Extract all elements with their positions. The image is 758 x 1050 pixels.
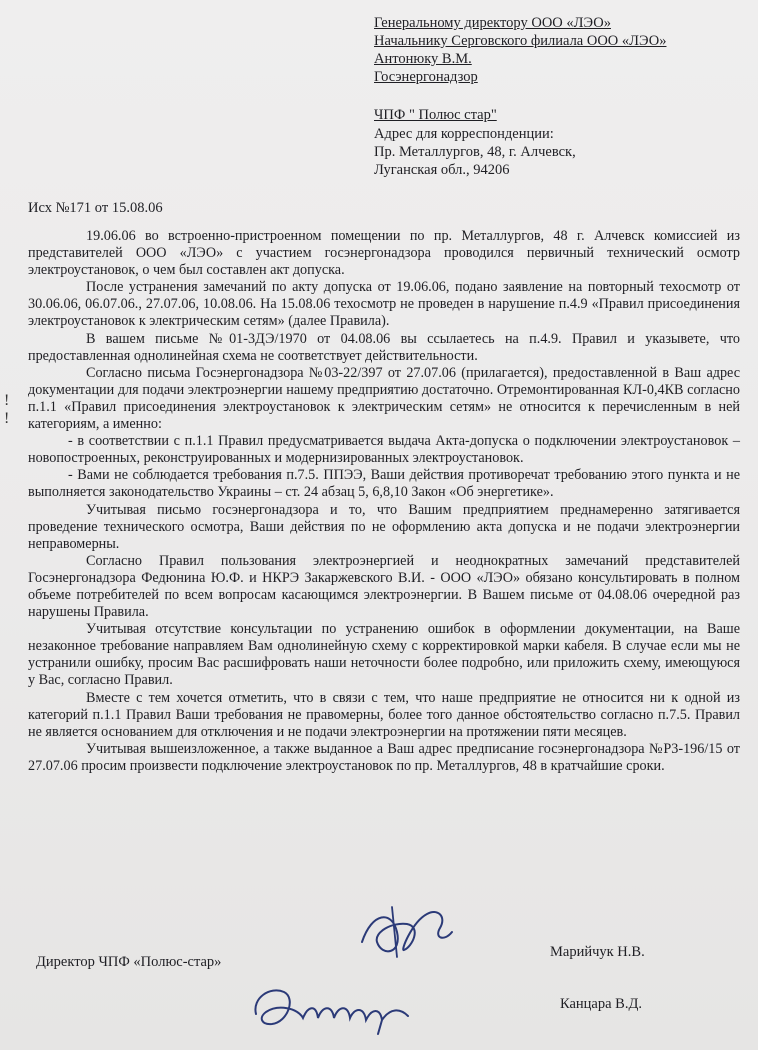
signature-kantsara [248, 978, 418, 1038]
director-title: Директор ЧПФ «Полюс-стар» [36, 954, 222, 970]
outgoing-reference: Исх №171 от 15.08.06 [28, 200, 163, 216]
sender-org: ЧПФ " Полюс стар" [374, 107, 497, 123]
signer-1-name: Марийчук Н.В. [550, 944, 645, 960]
paragraph-1: 19.06.06 во встроенно-пристроенном помещении по пр. Металлургов, 48 г. Алчевск комиссией из представителей ООО «ЛЭО» с участием госэнергонадзора проводился первичный технический осмотр электроустановок, о чем был составлен акт допуска. [28, 228, 740, 279]
paragraph-2: После устранения замечаний по акту допуска от 19.06.06, подано заявление на повторный техосмотр от 30.06.06, 06.07.06., 27.07.06, 10.08.06. На 15.08.06 техосмотр не проведен в нарушение п.4.9 «Правил присоединения электроустановок к электрическим сетям» (далее Правила). [28, 279, 740, 330]
addressee-line-2: Начальнику Серговского филиала ООО «ЛЭО» [374, 33, 667, 49]
addressee-line-1: Генеральному директору ООО «ЛЭО» [374, 15, 611, 31]
addressee-block [374, 14, 744, 86]
sender-address-line-1: Пр. Металлургов, 48, г. Алчевск, [374, 144, 576, 160]
paragraph-4: Согласно письма Госэнергонадзора №03-22/397 от 27.07.06 (прилагается), предоставленной в Ваш адрес документации для подачи электроэнергии нашему предприятию достаточно. Отремонтированная КЛ-0,4КВ согласно п.1.1 «Правил присоединения электроустановок к электрическим сетям» не относится к перечисленным в ней категориям, а именно: [28, 364, 740, 433]
letter-body [28, 228, 740, 775]
paragraph-5: - в соответствии с п.1.1 Правил предусматривается выдача Акта-допуска о подключении электроустановок – новопостроенных, реконструированных и модернизированных электроустановок. [28, 433, 740, 467]
margin-marks: ! ! [4, 392, 10, 427]
paragraph-6: - Вами не соблюдается требования п.7.5. ППЭЭ, Ваши действия противоречат требованию этого пункта и не выполняется законодательство Украины – ст. 24 абзац 5, 6,8,10 Закон «Об энергетике». [28, 467, 740, 501]
sender-block [374, 106, 744, 179]
paragraph-7: Учитывая письмо госэнергонадзора и то, что Вашим предприятием преднамеренно затягивается проведение технического осмотра, Ваши действия по не оформлению акта допуска и не подачи электроэнергии неправомерны. [28, 501, 740, 552]
addressee-line-4: Госэнергонадзор [374, 69, 478, 85]
sender-address-line-2: Луганская обл., 94206 [374, 162, 510, 178]
paragraph-11: Учитывая вышеизложенное, а также выданное а Ваш адрес предписание госэнергонадзора №Р3-196/15 от 27.07.06 просим произвести подключение электроустановок по пр. Металлургов, 48 в кратчайшие сроки. [28, 740, 740, 774]
paragraph-9: Учитывая отсутствие консультации по устранению ошибок в оформлении документации, на Ваше незаконное требование направляем Вам однолинейную схему с корректировкой марки кабеля. В случае если мы не устранили ошибку, просим Вас расшифровать наши неточности более подробно, или приложить схему, имеющуюся у Вас, согласно Правил. [28, 621, 740, 689]
paragraph-3: В вашем письме №01-3ДЭ/1970 от 04.08.06 вы ссылаетесь на п.4.9. Правил и указывете, что предоставленная однолинейная схема не соответствует действительности. [28, 330, 740, 364]
paragraph-10: Вместе с тем хочется отметить, что в связи с тем, что наше предприятие не относится ни к одной из категорий п.1.1 Правил Ваши требования не правомерны, более того данное обстоятельство согласно п.7.5. Правил не является основанием для отключения и не подачи электроэнергии на протяжении пяти месяцев. [28, 689, 740, 740]
signer-2-name: Канцара В.Д. [560, 996, 642, 1012]
signature-marijchuk [352, 902, 462, 962]
paragraph-8: Согласно Правил пользования электроэнергией и неоднократных замечаний представителей Госэнергонадзора Федюнина Ю.Ф. и НКРЭ Закаржевского В.И. - ООО «ЛЭО» обязано консультировать в полном объеме потребителей по всем вопросам касающимся электроэнергии. В Вашем письме от 04.08.06 очередной раз нарушены Правила. [28, 552, 740, 621]
addressee-line-3: Антонюку В.М. [374, 51, 472, 67]
sender-address-label: Адрес для корреспонденции: [374, 126, 554, 142]
